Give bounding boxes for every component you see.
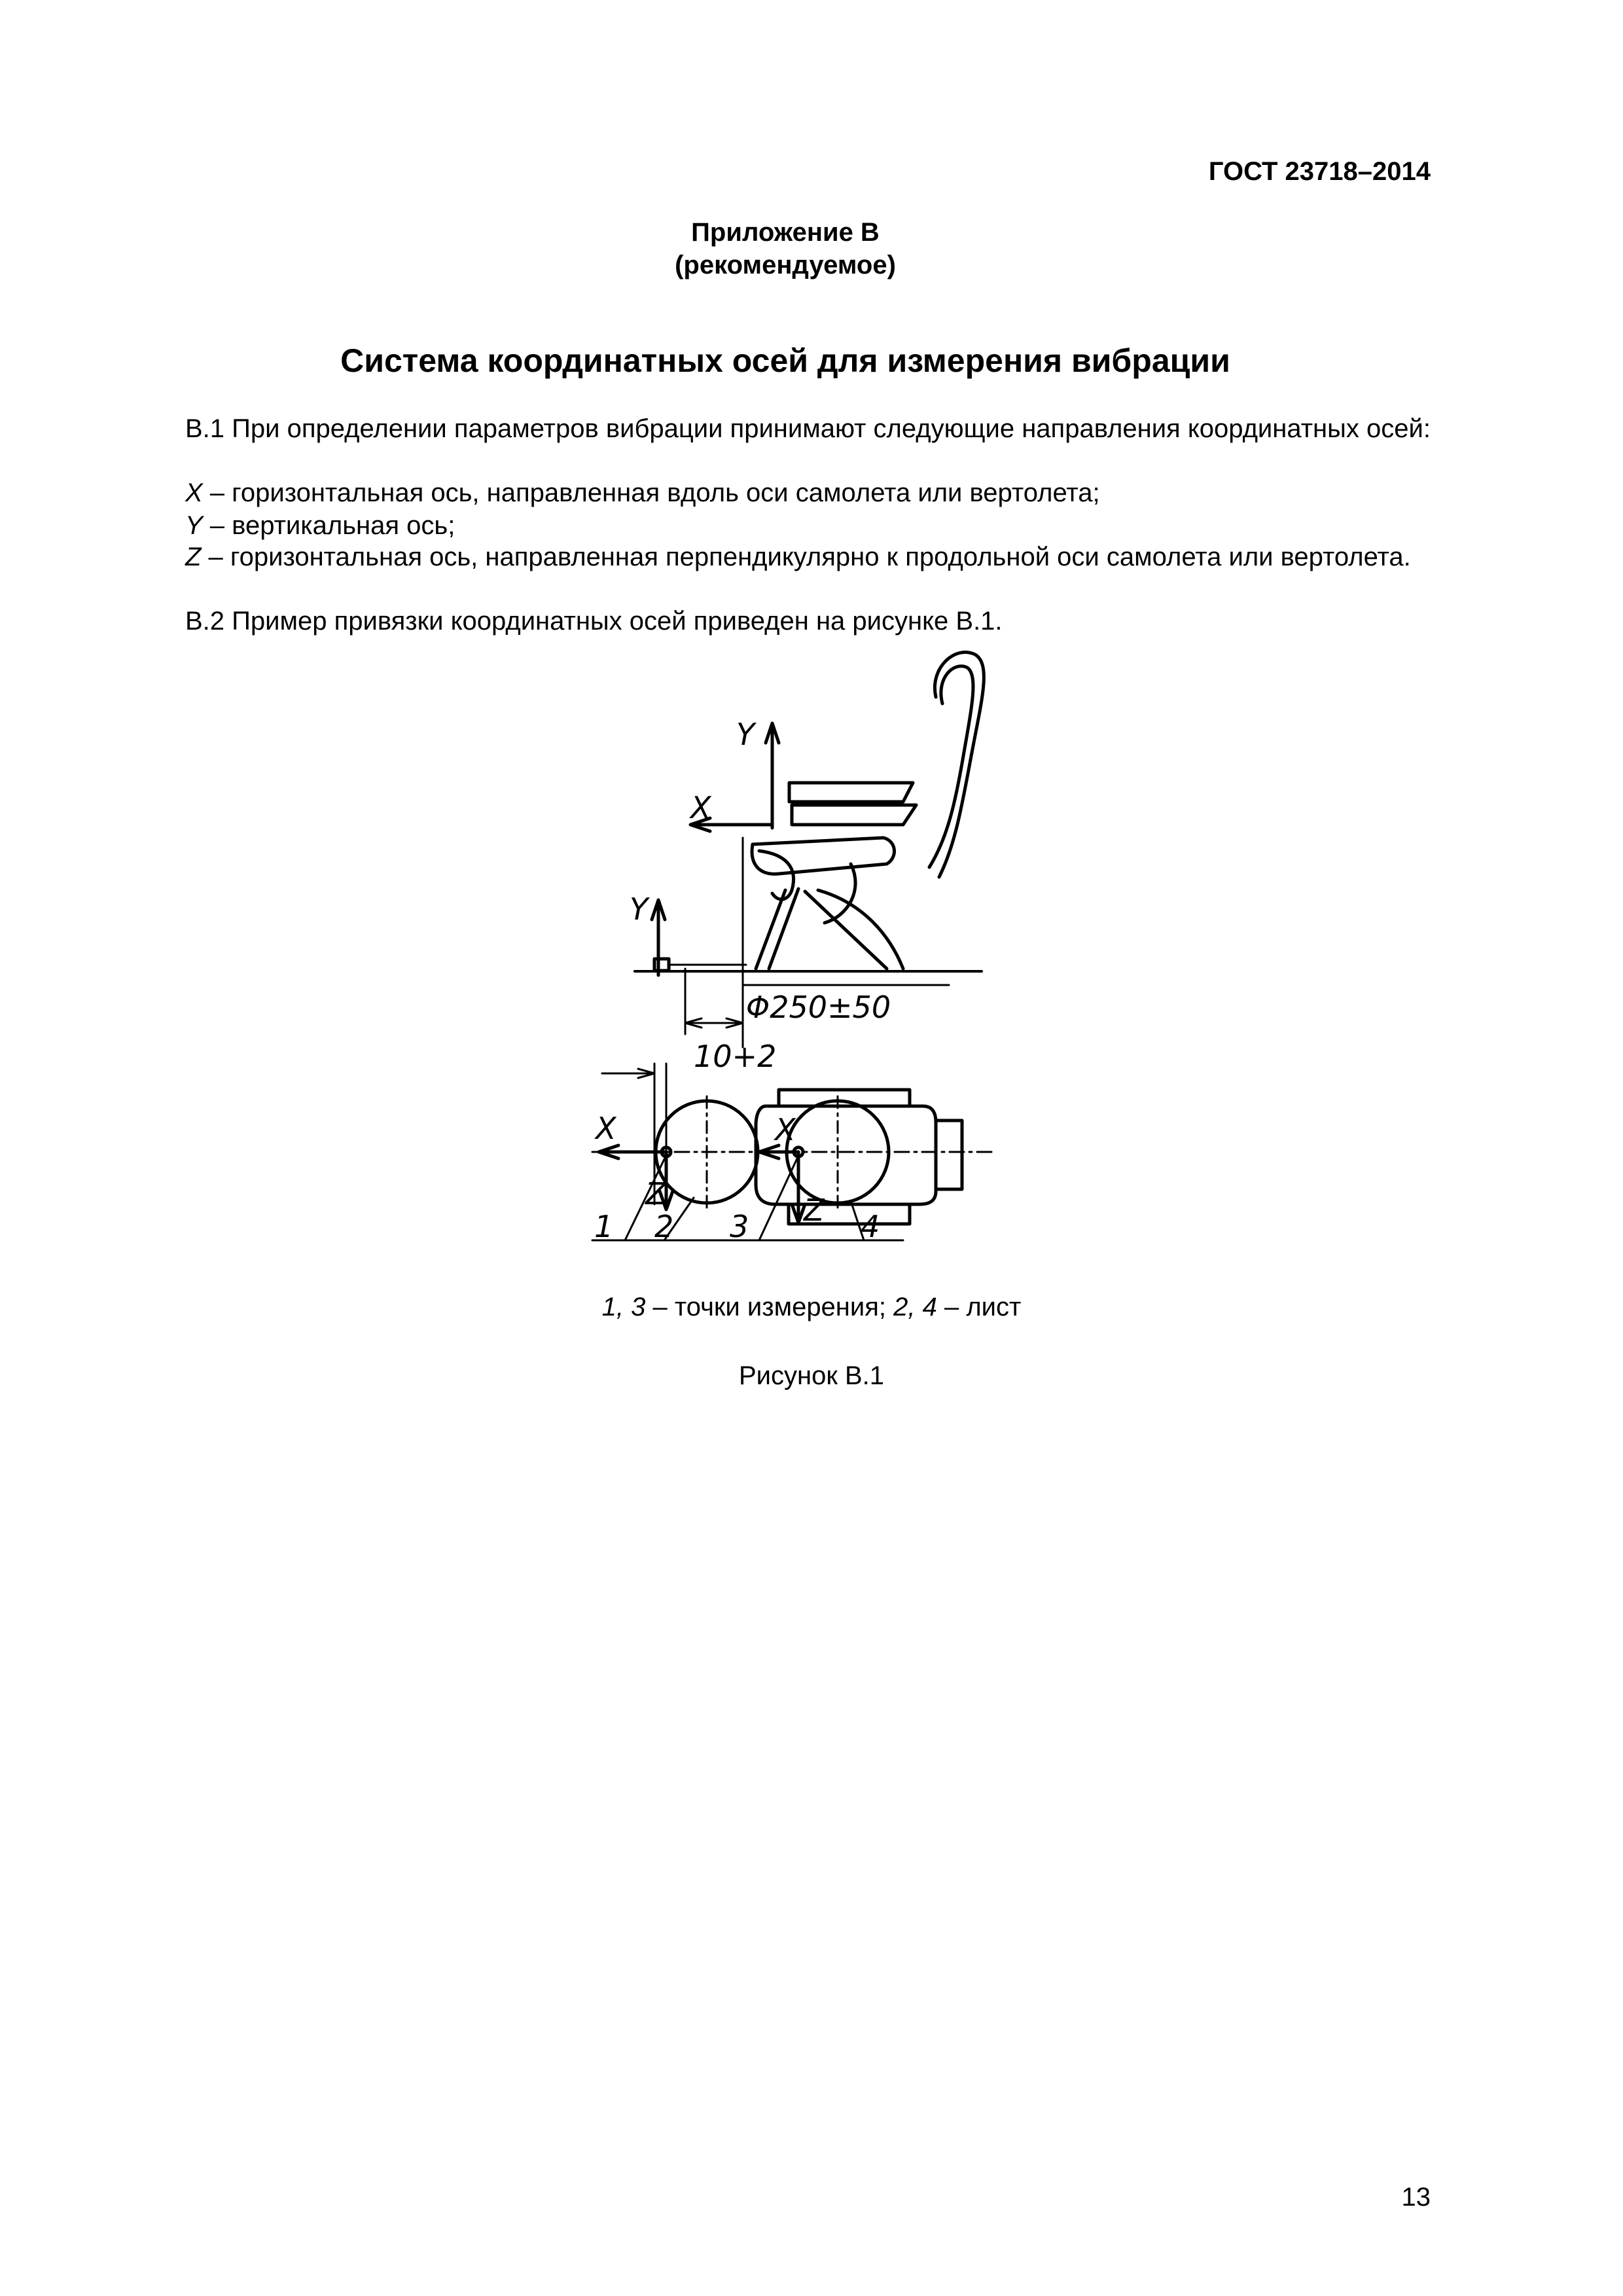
axis-label-y-top: Y xyxy=(736,717,755,752)
callout-2: 2 xyxy=(654,1209,674,1244)
z-symbol: Z xyxy=(185,543,202,571)
callout-1: 1 xyxy=(594,1209,614,1244)
leader-3 xyxy=(759,1158,797,1240)
x-axis-text: – горизонтальная ось, направленная вдоль оси самолета или вертолета; xyxy=(202,478,1100,507)
seat-cushion-top xyxy=(789,783,913,802)
paragraph-x-axis xyxy=(120,476,1438,509)
section-title: Система координатных осей для измерения вибрации xyxy=(340,342,1230,379)
axis-label-x-top: X xyxy=(690,790,711,825)
paragraph-b1: В.1 При определении параметров вибрации принимают следующие направления координатных осей: xyxy=(185,414,1431,443)
paragraph-z-axis xyxy=(120,541,1438,573)
legend-text-b: – лист xyxy=(936,1293,1022,1321)
axis-label-y-left: Y xyxy=(630,891,649,927)
callout-4: 4 xyxy=(861,1209,880,1244)
annex-status: (рекомендуемое) xyxy=(675,251,896,279)
figure-b1-drawing xyxy=(589,628,995,1276)
seat-pan xyxy=(752,838,894,874)
seat-back-top-view xyxy=(779,1090,910,1106)
figure-caption: Рисунок В.1 xyxy=(738,1361,884,1390)
y-axis-text: – вертикальная ось; xyxy=(202,511,455,540)
annex-title: Приложение В xyxy=(691,218,880,247)
seat-leg-front-inner xyxy=(769,889,798,969)
paragraph-b2: В.2 Пример привязки координатных осей приведен на рисунке В.1. xyxy=(185,607,1003,636)
x-symbol: X xyxy=(185,478,203,507)
legend-text-a: – точки измерения; xyxy=(645,1293,894,1321)
figure-b1 xyxy=(589,628,995,1276)
seat-armrest-top-view xyxy=(936,1121,962,1189)
z-axis-text: – горизонтальная ось, направленная перпендикулярно к продольной оси самолета или вертолета. xyxy=(201,543,1411,571)
dimension-diameter: Φ250±50 xyxy=(746,990,891,1025)
seat-cushion-bottom xyxy=(792,805,916,825)
dimension-offset: 10+2 xyxy=(694,1039,777,1074)
y-symbol: Y xyxy=(185,511,203,540)
paragraph-y-axis xyxy=(120,509,1438,542)
document-id: ГОСТ 23718–2014 xyxy=(1208,157,1431,186)
legend-numbers-a: 1, 3 xyxy=(601,1293,646,1321)
sheet-plate-side xyxy=(654,959,669,971)
axis-label-z-right: Z xyxy=(804,1193,825,1228)
axis-label-z-left: Z xyxy=(645,1176,666,1211)
axis-label-x-inner: X xyxy=(775,1112,796,1147)
seat-leg-rear-curve xyxy=(818,890,903,969)
seat-leg-front xyxy=(756,890,785,969)
callout-3: 3 xyxy=(730,1209,749,1244)
legend-numbers-b: 2, 4 xyxy=(893,1293,937,1321)
page-number: 13 xyxy=(1401,2183,1431,2212)
axis-label-x-bottom: X xyxy=(596,1111,616,1146)
figure-legend xyxy=(0,1293,1623,1322)
